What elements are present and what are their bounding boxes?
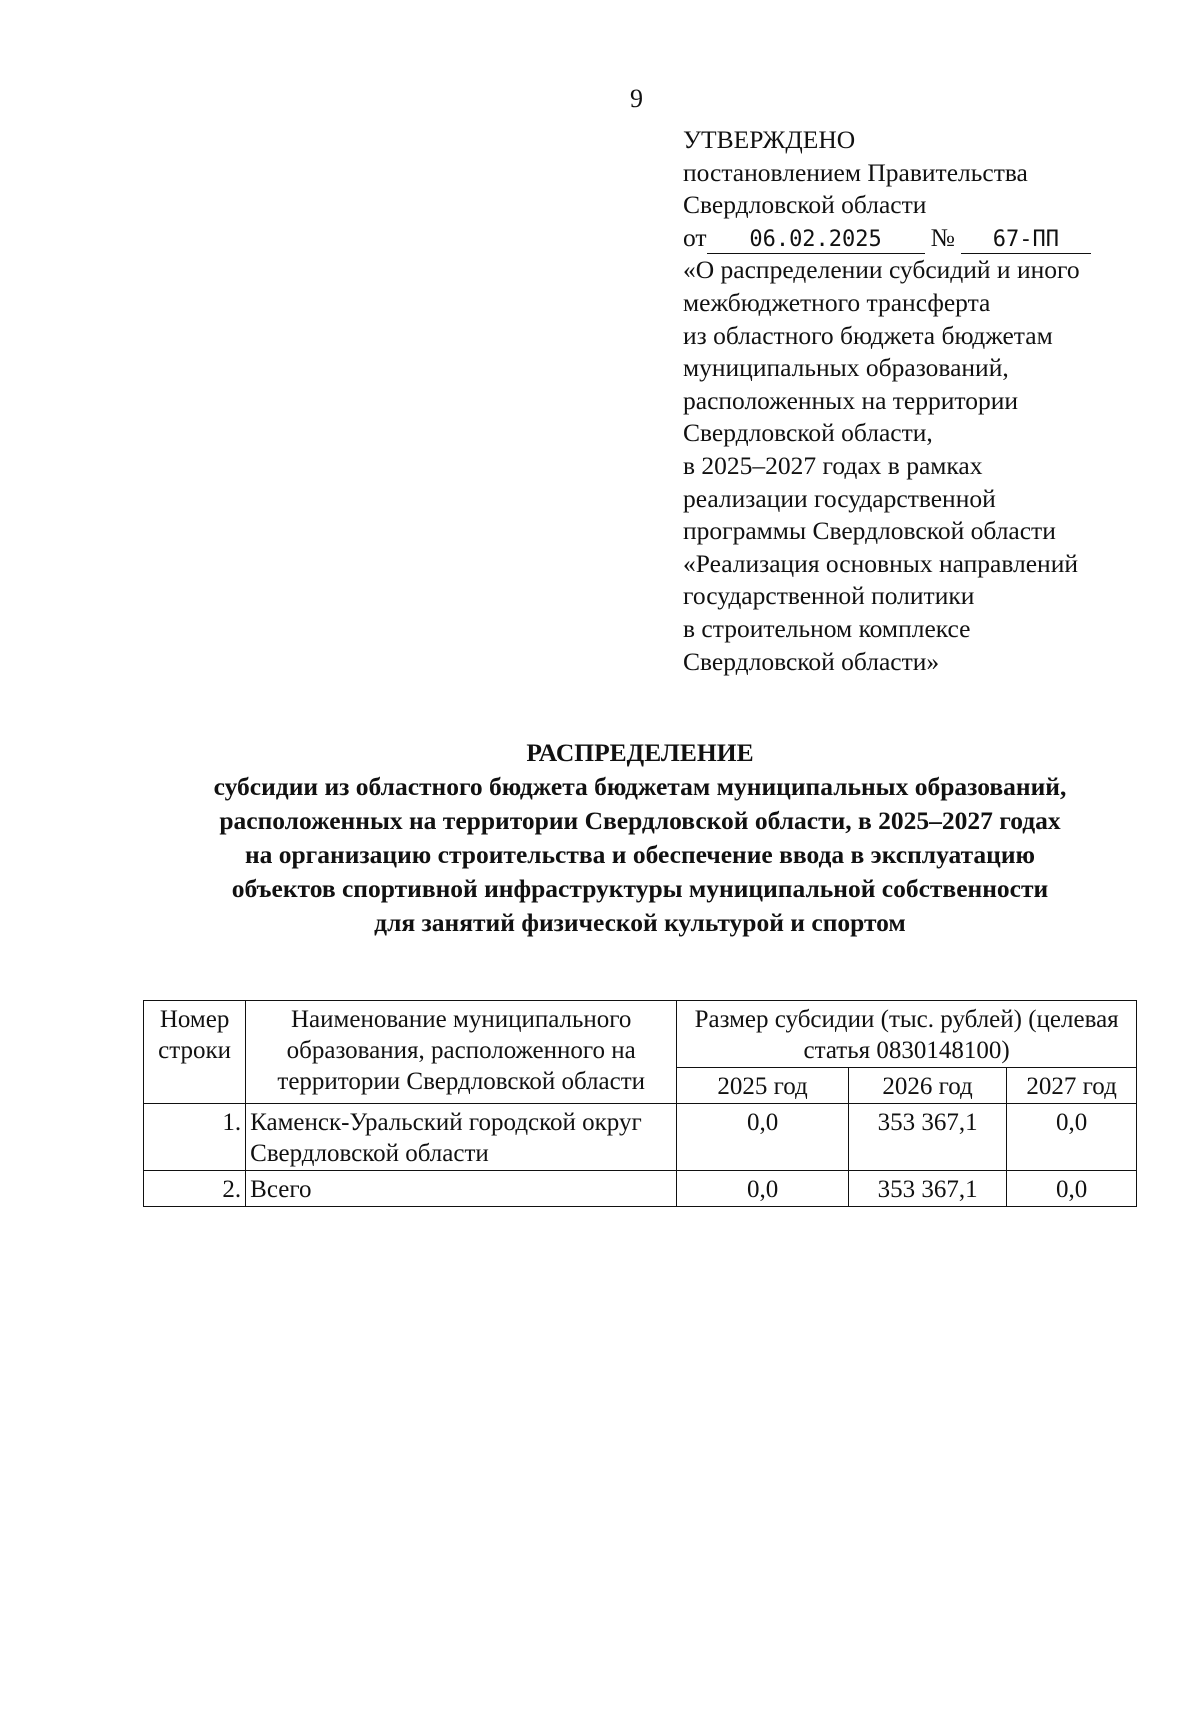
table-row <box>144 1104 1137 1171</box>
row-value-2026: 353 367,1 <box>848 1104 1006 1171</box>
title-line: субсидии из областного бюджета бюджетам муниципальных образований, <box>213 772 1067 801</box>
row-value-2026: 353 367,1 <box>848 1171 1006 1207</box>
row-value-2025: 0,0 <box>677 1104 849 1171</box>
header-municipality-name: Наименование муниципального образования, расположенного на территории Свердловской области <box>246 1001 677 1104</box>
page-number: 9 <box>630 84 643 113</box>
document-title <box>140 736 1140 940</box>
number-sign: № <box>930 222 955 252</box>
approval-text-line: реализации государственной <box>683 483 996 513</box>
approval-text-line: государственной политики <box>683 581 975 611</box>
row-number: 2. <box>144 1171 246 1207</box>
title-heading: РАСПРЕДЕЛЕНИЕ <box>526 738 754 767</box>
approval-text-line: расположенных на территории <box>683 385 1018 415</box>
title-line: объектов спортивной инфраструктуры муниципальной собственности <box>231 874 1049 903</box>
row-value-2025: 0,0 <box>677 1171 849 1207</box>
header-row-number: Номер строки <box>144 1001 246 1104</box>
header-year-2027: 2027 год <box>1007 1068 1137 1104</box>
row-value-2027: 0,0 <box>1007 1171 1137 1207</box>
row-number: 1. <box>144 1104 246 1171</box>
row-value-2027: 0,0 <box>1007 1104 1137 1171</box>
approval-text-line: «О распределении субсидий и иного <box>683 255 1080 285</box>
approval-text-line: «Реализация основных направлений <box>683 548 1079 578</box>
row-name: Всего <box>246 1171 677 1207</box>
table-row <box>144 1171 1137 1207</box>
approval-stamp <box>683 124 1183 678</box>
title-line: для занятий физической культурой и спортом <box>374 908 906 937</box>
row-name: Каменск-Уральский городской округ Свердловской области <box>246 1104 677 1171</box>
date-value: 06.02.2025 <box>707 227 925 254</box>
title-line: расположенных на территории Свердловской области, в 2025–2027 годах <box>219 806 1061 835</box>
number-value: 67-ПП <box>961 227 1091 254</box>
approval-text-line: Свердловской области, <box>683 418 933 448</box>
header-year-2026: 2026 год <box>848 1068 1006 1104</box>
approval-line-2: Свердловской области <box>683 190 927 220</box>
distribution-table <box>143 1000 1137 1207</box>
approval-text-line: межбюджетного трансферта <box>683 287 991 317</box>
approval-text-line: муниципальных образований, <box>683 353 1009 383</box>
approval-text-line: из областного бюджета бюджетам <box>683 320 1053 350</box>
approval-text-line: программы Свердловской области <box>683 516 1056 546</box>
table-header-row <box>144 1001 1137 1068</box>
header-subsidy-size: Размер субсидии (тыс. рублей) (целевая статья 0830148100) <box>677 1001 1137 1068</box>
approval-date-line <box>683 222 1183 255</box>
title-line: на организацию строительства и обеспечение ввода в эксплуатацию <box>244 840 1036 869</box>
date-prefix: от <box>683 222 707 252</box>
approval-text-line: в 2025–2027 годах в рамках <box>683 450 983 480</box>
approval-line-1: постановлением Правительства <box>683 157 1028 187</box>
approval-title: УТВЕРЖДЕНО <box>683 125 856 154</box>
header-year-2025: 2025 год <box>677 1068 849 1104</box>
approval-text-line: Свердловской области» <box>683 646 940 676</box>
approval-text-line: в строительном комплексе <box>683 613 971 643</box>
